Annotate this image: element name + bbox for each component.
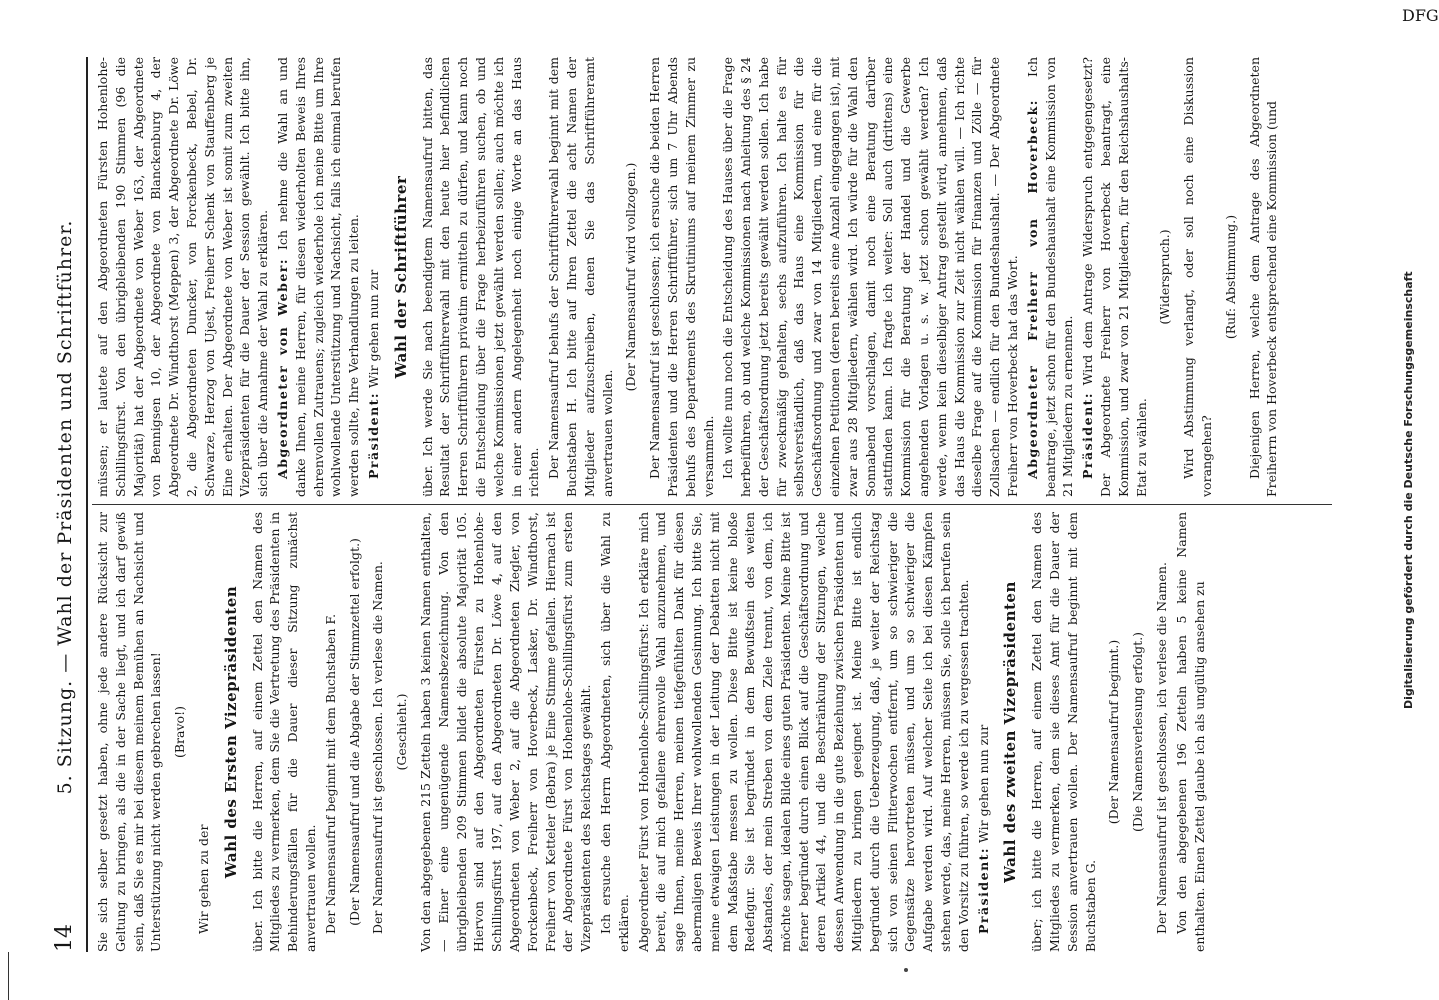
section-heading: Wahl des zweiten Vizepräsidenten xyxy=(1001,581,1020,883)
paragraph: Der Namensaufruf behufs der Schriftführerwahl beginnt mit dem Buchstaben H. Ich bitte auf Ihren Zettel die acht Namen der Mitglieder aufzuschreiben, denen Sie das Schriftführeramt anvertrauen wollen. xyxy=(546,57,615,497)
speaker-name: Präsident: xyxy=(975,846,991,934)
paragraph: über. Ich werde Sie nach beendigtem Namensaufruf bitten, das Resultat der Schriftführerwahl mit den heute hier befindlichen Herren Schriftführern privatim ermitteln zu dürfen, und kann noch die Entscheidung über die Frage herbeizuführen suchen, ob und welche Kommissionen jetzt gewählt werden sollen; auch möchte ich in einer andern Angelegenheit noch einige Worte an das Haus richten. xyxy=(419,57,542,497)
left-column xyxy=(94,512,1334,952)
speaker-name: Präsident: xyxy=(1080,391,1096,479)
paragraph: Wird Abstimmung verlangt, oder soll noch eine Diskussion vorangehen? xyxy=(1181,57,1215,497)
remark: (Der Namensaufruf beginnt.) xyxy=(1106,639,1122,825)
remark: (Der Namensaufruf wird vollzogen.) xyxy=(623,162,639,392)
paragraph: Präsident: Wir gehen nun zur xyxy=(975,724,991,934)
page-title: 5. Sitzung. — Wahl der Präsidenten und Schriftführer. xyxy=(54,219,76,795)
paragraph: über. Ich bitte die Herren, auf einem Zettel den Namen des Mitgliedes zu vermerken, dem Sie die Vertretung des Präsidenten in Behinderungsfällen für die Dauer dieser Sitzung zunächst anvertrauen wollen. xyxy=(249,512,318,952)
paragraph: Präsident: Wir gehen nun zur xyxy=(365,269,381,479)
paragraph: Sie sich selber gesetzt haben, ohne jede andere Rücksicht zur Geltung zu bringen, als die in der Sache liegt, und ich darf gewiß sein, daß Sie es mir bei diesem meinem Bemühen an Nachsicht und Unterstützung nicht werden gebrechen lassen! xyxy=(95,512,164,952)
remark: (Widerspruch.) xyxy=(1157,229,1173,325)
dfg-logo: DFG xyxy=(1402,6,1439,25)
column-divider xyxy=(92,504,1332,505)
right-column xyxy=(94,57,1334,497)
paragraph: über; ich bitte die Herren, auf einem Zettel den Namen des Mitgliedes zu vermerken, dem sie dieses Amt für die Dauer der Session anvertrauen wollen. Der Namensaufruf beginnt mit dem Buchstaben G. xyxy=(1029,512,1098,952)
header-rule xyxy=(86,57,88,952)
page-header xyxy=(52,62,86,952)
paragraph: Abgeordneter Freiherr von Hoverbeck: Ich beantrage, jetzt schon für den Bundeshaushalt eine Kommission von 21 Mitgliedern zu ernennen. xyxy=(1024,57,1076,497)
speaker-name: Abgeordneter Freiherr von Hoverbeck: xyxy=(1024,99,1040,479)
paragraph: Der Namensaufruf beginnt mit dem Buchstaben F. xyxy=(322,613,338,934)
paragraph: Abgeordneter Fürst von Hohenlohe-Schillingsfürst: Ich erkläre mich bereit, die auf mich gefallene ehrenvolle Wahl anzunehmen, und sage Ihnen, meine Herren, meinen tiefgefühlten Dank für diesen abermaligen Beweis Ihrer wohlwollenden Gesinnung. Ich bitte Sie, meine etwaigen Leistungen in der Leitung der Debatten nicht mit dem Maßstabe messen zu wollen. Diese Bitte ist keine bloße Redefigur. Sie ist begründet in dem Bewußtsein des weiten Abstandes, der mein Streben von dem Ziele trennt, von dem, ich möchte sagen, idealen Bilde eines guten Präsidenten. Meine Bitte ist ferner begründet durch einen Blick auf die Geschäftsordnung und deren Artikel 44, und die Beschränkung der Sitzungen, welche dessen Anwendung in die gute Beziehung zwischen Präsidenten und Mitgliedern zu bringen geeignet ist. Meine Bitte ist endlich begründet durch die Ueberzeugung, daß, je weiter der Reichstag sich von seinen Flitterwochen entfernt, um so schwieriger die Gegensätze hervortreten müssen, und um so schwieriger die Aufgabe werden wird. Auf welcher Seite ich bei diesen Kämpfen stehen werde, das, meine Herren, müssen Sie, solle ich berufen sein den Vorsitz zu führen, so werde ich zu vergessen trachten. xyxy=(635,512,971,952)
paragraph: Von den abgegebenen 215 Zetteln haben 3 keinen Namen enthalten, — Einer eine ungenügende Namensbezeichnung. Von den übrigbleibenden 209 Stimmen bildet die absolute Majorität 105. Hiervon sind auf den Abgeordneten Fürsten zu Hohenlohe-Schillingsfürst 197, auf den Abgeordneten Dr. Löwe 4, auf den Abgeordneten von Weber 2, auf die Abgeordneten Ziegler, von Forckenbeck, Freiherr von Hoverbeck, Lasker, Dr. Windthorst, Freiherr von Ketteler (Bebra) je Eine Stimme gefallen. Hiernach ist der Abgeordnete Fürst von Hohenlohe-Schillingsfürst zum ersten Vizepräsidenten des Reichstages gewählt. xyxy=(417,512,594,952)
remark: (Die Namensverlesung erfolgt.) xyxy=(1130,631,1146,833)
remark: (Der Namensaufruf und die Abgabe der Stimmzettel erfolgt.) xyxy=(346,538,362,926)
paragraph: müssen; er lautete auf den Abgeordneten Fürsten Hohenlohe-Schillingsfürst. Von den übrigbleibenden 190 Stimmen (96 die Majorität) hat der Abgeordnete von Weber 163, der Abgeordnete von Bennigsen 10, der Abgeordnete von Blanckenburg 4, der Abgeordnete Dr. Windthorst (Meppen) 3, der Abgeordnete Dr. Löwe 2, die Abgeordneten Duncker, von Forckenbeck, Bebel, Dr. Schwarze, Herzog von Ujest, Freiherr Schenk von Stauffenberg je Eine erhalten. Der Abgeordnete von Weber ist somit zum zweiten Vizepräsidenten für die Dauer der Session gewählt. Ich bitte ihn, sich über die Annahme der Wahl zu erklären. xyxy=(95,57,271,497)
paragraph: Der Namensaufruf ist geschlossen; ich ersuche die beiden Herren Präsidenten und die Herren Schriftführer, sich um 7 Uhr Abends behufs des Departements des Skrutiniums auf meinem Zimmer zu versammeln. xyxy=(647,57,716,497)
page-number: 14 xyxy=(52,924,77,952)
digitization-notice: Digitalisierung gefördert durch die Deutsche Forschungsgemeinschaft xyxy=(1402,271,1415,709)
remark: (Bravo!) xyxy=(172,706,188,758)
speck xyxy=(904,968,908,972)
paragraph: Abgeordneter von Weber: Ich nehme die Wahl an und danke Ihnen, meine Herren, für diesen wiederholten Beweis Ihres ehrenvollen Zutrauens; zugleich wiederhole ich meine Bitte um Ihre wohlwollende Unterstützung und Nachsicht, falls ich einmal berufen werden sollte, Ihre Verhandlungen zu leiten. xyxy=(274,57,362,497)
paragraph: Präsident: Wird dem Antrage Widerspruch entgegengesetzt? Der Abgeordnete Freiherr von Hoverbeck beantragt, eine Kommission, und zwar von 21 Mitgliedern, für den Reichshaushalts-Etat zu wählen. xyxy=(1080,57,1149,497)
speaker-name: Präsident: xyxy=(365,391,381,479)
speaker-name: Abgeordneter von Weber: xyxy=(274,258,290,479)
paragraph: Ich wollte nun noch die Entscheidung des Hauses über die Frage herbeiführen, ob und welche Kommissionen nach Anleitung des § 24 der Geschäftsordnung jetzt bereits gewählt werden sollen. Ich habe für zweckmäßig gehalten, sechs aufzuführen. Ich halte es für selbstverständlich, daß das Haus eine Kommission für die Geschäftsordnung und zwar von 14 Mitgliedern, und eine für die einzelnen Petitionen (deren bereits eine Anzahl eingegangen ist), mit zwar aus 28 Mitgliedern, wählen wird. Ich würde für die Wahl den Sonnabend vorschlagen, damit noch eine Beratung darüber stattfinden kann. Ich fragte ich weiter: Soll auch (drittens) eine Kommission für die Beratung der Handel und die Gewerbe angehenden Vorlagen u. s. w. jetzt schon gewählt werden? Ich werde, wenn kein dieselbiger Antrag gestellt wird, annehmen, daß das Haus die Kommission zur Zeit nicht wählen will. — Ich richte dieselbe Frage auf die Kommission für Finanzen und Zölle — für Zollsachen — endlich für den Bundeshaushalt. — Der Abgeordnete Freiherr von Hoverbeck hat das Wort. xyxy=(720,57,1021,497)
paragraph: Wir gehen zu der xyxy=(195,824,211,934)
section-heading: Wahl der Schriftführer xyxy=(391,175,410,379)
paragraph: Der Namensaufruf ist geschlossen, ich verlese die Namen. xyxy=(1154,562,1170,934)
remark: (Ruf: Abstimmung.) xyxy=(1222,214,1238,340)
paragraph: Von den abgegebenen 196 Zetteln haben 5 keine Namen enthalten. Einen Zettel glaube ich als ungültig ansehen zu xyxy=(1173,512,1207,952)
paragraph: Diejenigen Herren, welche dem Antrage des Abgeordneten Freiherrn von Hoverbeck entsprechend eine Kommission (und xyxy=(1246,57,1280,497)
digitization-sidebar xyxy=(1392,0,1439,1000)
section-heading: Wahl des Ersten Vizepräsidenten xyxy=(221,585,240,879)
paragraph: Der Namensaufruf ist geschlossen. Ich verlese die Namen. xyxy=(370,561,386,934)
remark: (Geschieht.) xyxy=(394,693,410,771)
paragraph: Ich ersuche den Herrn Abgeordneten, sich über die Wahl zu erklären. xyxy=(597,512,631,952)
corner-mark xyxy=(8,952,9,1000)
